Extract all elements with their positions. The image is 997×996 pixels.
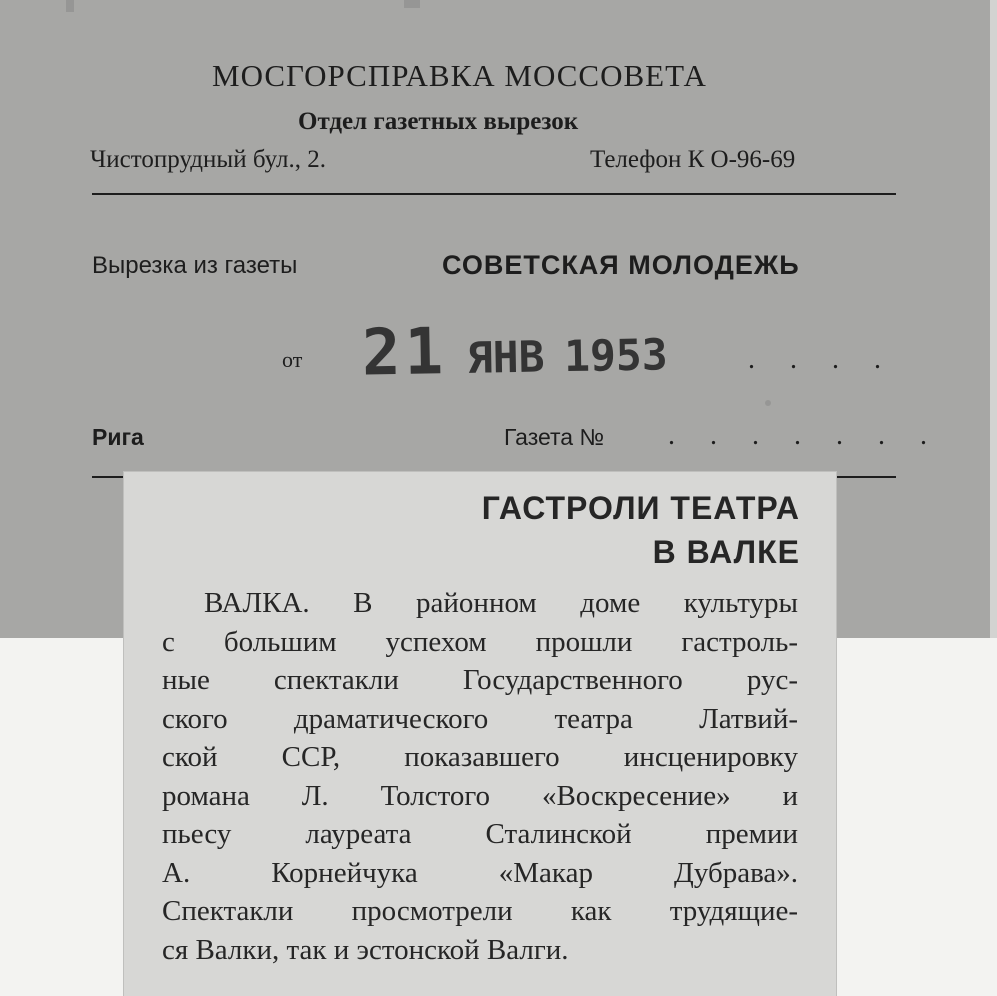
article-line: ской ССР, показавшего инсценировку bbox=[162, 741, 798, 773]
article-line: пьесу лауреата Сталинской премии bbox=[162, 818, 798, 850]
headline-line: В ВАЛКЕ bbox=[652, 534, 800, 570]
paper-number-leader-dots: . . . . . . . bbox=[668, 420, 941, 451]
scratch-mark bbox=[404, 0, 420, 8]
date-stamp-day: 21 bbox=[361, 315, 448, 391]
department-name: Отдел газетных вырезок bbox=[298, 108, 579, 135]
date-label: от bbox=[282, 347, 303, 372]
scratch-mark bbox=[765, 400, 771, 406]
article-line: с большим успехом прошли гастроль- bbox=[162, 625, 798, 658]
article-line: романа Л. Толстого «Воскресение» и bbox=[162, 779, 798, 812]
date-stamp-year: 1953 bbox=[563, 330, 669, 383]
agency-address: Чистопрудный бул., 2. bbox=[90, 146, 326, 173]
clip-source-label: Вырезка из газеты bbox=[92, 252, 298, 279]
paper-number-label: Газета № bbox=[504, 424, 605, 450]
scratch-mark bbox=[66, 0, 74, 12]
article-line: ся Валки, так и эстонской Валги. bbox=[162, 933, 569, 966]
date-leader-dots: . . . . bbox=[748, 344, 895, 375]
article-headline bbox=[482, 486, 800, 574]
header-divider bbox=[92, 193, 896, 195]
right-edge-strip bbox=[990, 0, 997, 638]
article-line: Спектакли просмотрели как трудящие- bbox=[162, 895, 798, 927]
date-stamp bbox=[361, 311, 668, 390]
article-line: ные спектакли Государственного рус- bbox=[162, 664, 798, 696]
article-line: ского драматического театра Латвий- bbox=[162, 702, 798, 735]
article-body bbox=[162, 584, 798, 969]
agency-title: МОСГОРСПРАВКА МОССОВЕТА bbox=[212, 58, 707, 93]
newspaper-name: СОВЕТСКАЯ МОЛОДЕЖЬ bbox=[442, 250, 800, 280]
agency-phone: Телефон К О-96-69 bbox=[590, 146, 796, 173]
date-stamp-month: ЯНВ bbox=[466, 332, 545, 384]
headline-line: ГАСТРОЛИ ТЕАТРА bbox=[481, 490, 800, 526]
newspaper-clipping bbox=[124, 472, 836, 996]
city-label: Рига bbox=[92, 424, 144, 450]
article-line: ВАЛКА. В районном доме культуры bbox=[204, 587, 798, 619]
article-line: А. Корнейчука «Макар Дубрава». bbox=[162, 856, 798, 889]
